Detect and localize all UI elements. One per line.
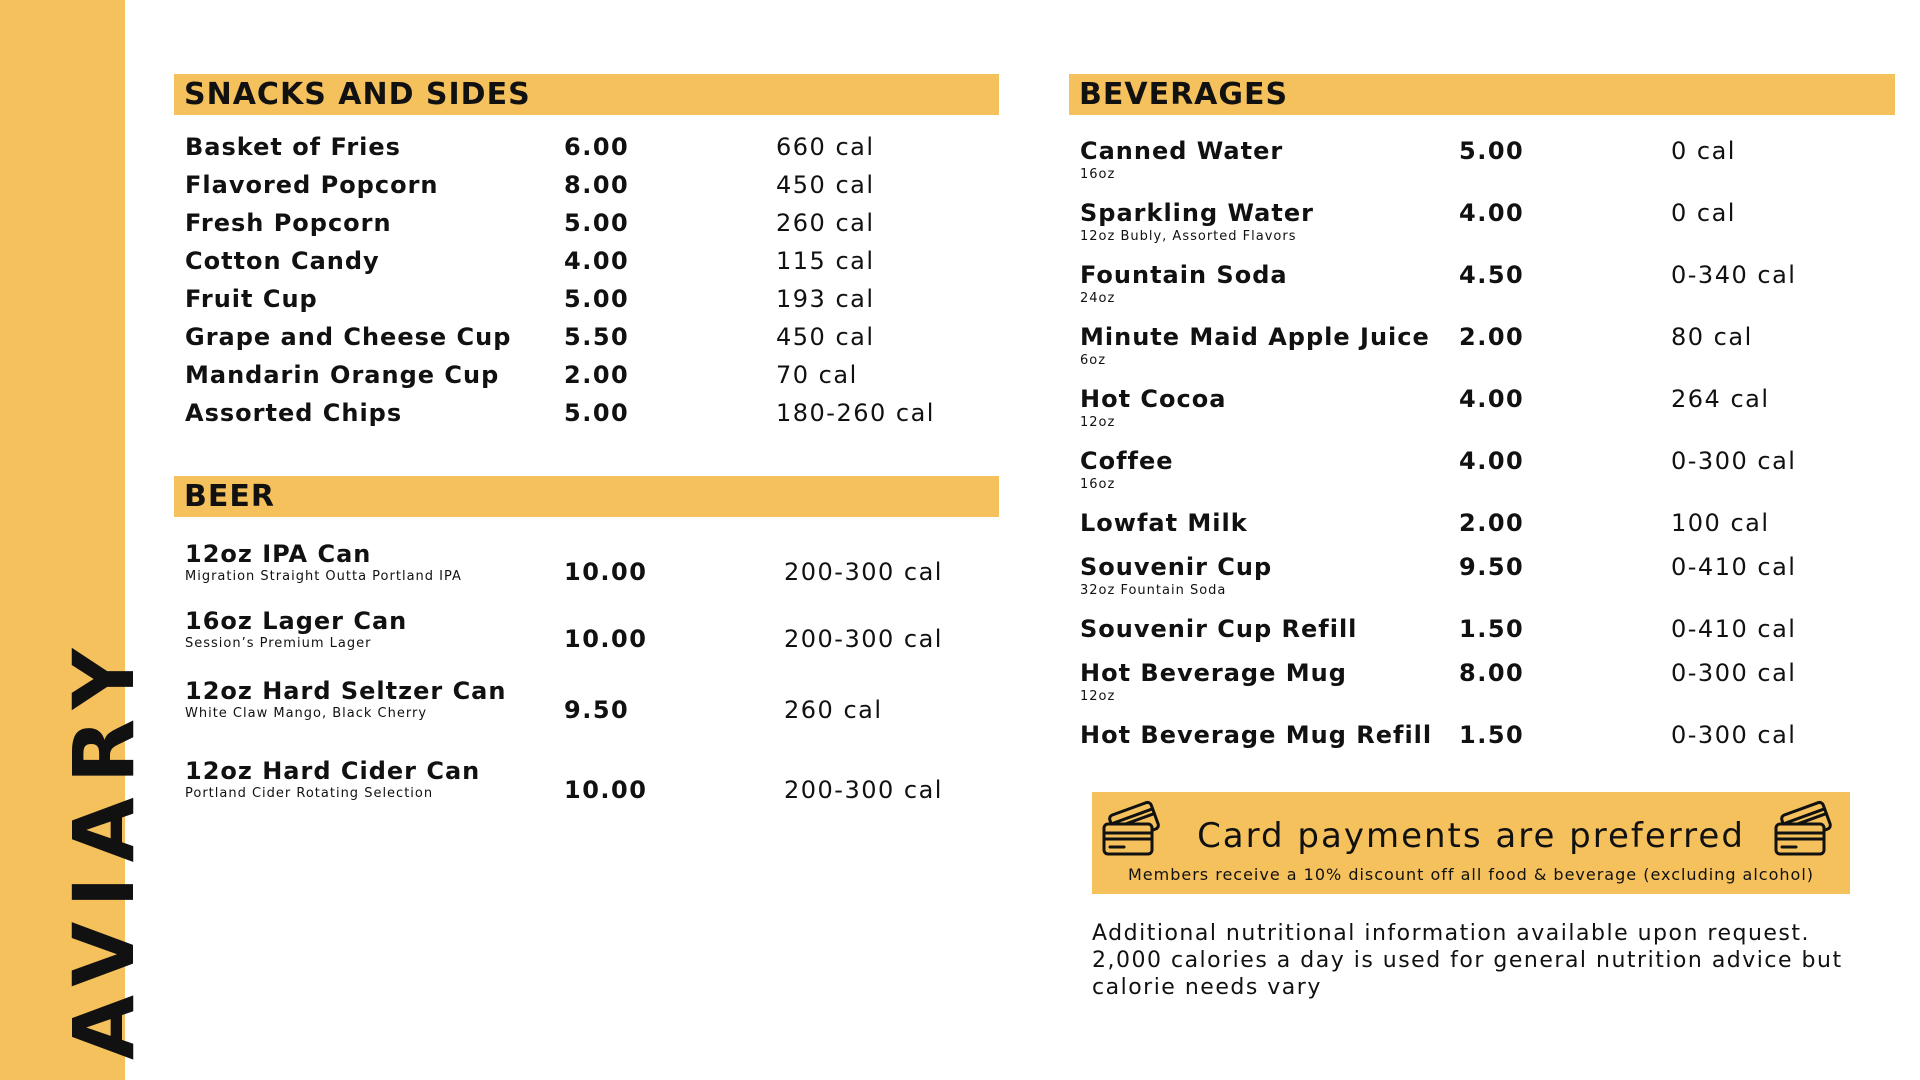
item-description: Session’s Premium Lager [185,636,372,651]
item-calories: 0 cal [1671,137,1736,165]
item-name: 16oz Lager Can [185,607,408,635]
brand-title: AVIARY [55,634,153,1060]
footnote-line: calorie needs vary [1092,975,1322,1000]
item-price: 2.00 [1459,509,1525,537]
snacks-header [174,74,999,115]
item-price: 4.00 [1459,385,1525,413]
beer-title: BEER [184,479,275,514]
item-name: Fruit Cup [185,285,318,313]
item-price: 4.50 [1459,261,1525,289]
item-name: Hot Beverage Mug Refill [1080,721,1433,749]
item-price: 5.00 [564,285,630,313]
item-name: 12oz IPA Can [185,540,372,568]
item-name: Sparkling Water [1080,199,1314,227]
item-price: 5.00 [1459,137,1525,165]
item-description: Migration Straight Outta Portland IPA [185,569,462,584]
item-calories: 450 cal [776,171,875,199]
item-name: Hot Beverage Mug [1080,659,1347,687]
item-calories: 200-300 cal [784,625,943,653]
item-calories: 80 cal [1671,323,1753,351]
item-calories: 0-300 cal [1671,659,1797,687]
card-payment-message: Card payments are preferred [1197,816,1745,856]
item-calories: 200-300 cal [784,776,943,804]
footnote-line: Additional nutritional information available upon request. [1092,921,1811,946]
item-calories: 0-410 cal [1671,615,1797,643]
item-description: 12oz [1080,415,1116,430]
member-discount-note: Members receive a 10% discount off all food & beverage (excluding alcohol) [1127,865,1815,884]
item-price: 9.50 [1459,553,1525,581]
item-description: Portland Cider Rotating Selection [185,786,434,801]
item-name: Souvenir Cup [1080,553,1273,581]
item-price: 2.00 [1459,323,1525,351]
item-calories: 115 cal [776,247,875,275]
item-name: 12oz Hard Cider Can [185,757,481,785]
item-price: 5.00 [564,399,630,427]
item-name: Cotton Candy [185,247,380,275]
item-name: Hot Cocoa [1080,385,1227,413]
item-description: 16oz [1080,167,1116,182]
item-calories: 0-300 cal [1671,447,1797,475]
item-name: Fountain Soda [1080,261,1288,289]
item-price: 4.00 [1459,199,1525,227]
item-price: 8.00 [564,171,630,199]
item-calories: 0-410 cal [1671,553,1797,581]
item-name: Canned Water [1080,137,1284,165]
item-description: 6oz [1080,353,1107,368]
item-calories: 264 cal [1671,385,1770,413]
item-price: 10.00 [564,625,648,653]
item-calories: 100 cal [1671,509,1770,537]
item-price: 4.00 [564,247,630,275]
footnote-line: 2,000 calories a day is used for general nutrition advice but [1092,948,1843,973]
item-name: Flavored Popcorn [185,171,439,199]
item-calories: 660 cal [776,133,875,161]
item-calories: 0-300 cal [1671,721,1797,749]
beverages-header [1069,74,1895,115]
item-name: Coffee [1080,447,1174,475]
item-calories: 180-260 cal [776,399,935,427]
item-price: 10.00 [564,776,648,804]
item-description: 12oz Bubly, Assorted Flavors [1080,229,1297,244]
item-name: Fresh Popcorn [185,209,392,237]
item-calories: 0-340 cal [1671,261,1797,289]
item-price: 6.00 [564,133,630,161]
item-name: Minute Maid Apple Juice [1080,323,1430,351]
item-price: 4.00 [1459,447,1525,475]
item-calories: 0 cal [1671,199,1736,227]
item-description: 24oz [1080,291,1116,306]
item-price: 5.00 [564,209,630,237]
item-calories: 450 cal [776,323,875,351]
item-calories: 70 cal [776,361,858,389]
card-payment-notice [1092,792,1850,894]
item-calories: 260 cal [784,696,883,724]
beer-header [174,476,999,517]
item-description: 12oz [1080,689,1116,704]
item-calories: 260 cal [776,209,875,237]
beverages-title: BEVERAGES [1079,77,1289,112]
item-price: 1.50 [1459,615,1525,643]
item-description: White Claw Mango, Black Cherry [185,706,428,721]
item-price: 9.50 [564,696,630,724]
item-description: 16oz [1080,477,1116,492]
item-name: Assorted Chips [185,399,403,427]
item-name: Souvenir Cup Refill [1080,615,1358,643]
item-price: 5.50 [564,323,630,351]
item-price: 2.00 [564,361,630,389]
item-name: Mandarin Orange Cup [185,361,500,389]
item-name: 12oz Hard Seltzer Can [185,677,507,705]
item-calories: 200-300 cal [784,558,943,586]
item-price: 10.00 [564,558,648,586]
item-calories: 193 cal [776,285,875,313]
item-name: Grape and Cheese Cup [185,323,512,351]
item-price: 8.00 [1459,659,1525,687]
nutrition-footnote [1092,920,1852,1001]
item-name: Lowfat Milk [1080,509,1248,537]
item-description: 32oz Fountain Soda [1080,583,1227,598]
item-name: Basket of Fries [185,133,401,161]
item-price: 1.50 [1459,721,1525,749]
snacks-title: SNACKS AND SIDES [184,77,531,112]
